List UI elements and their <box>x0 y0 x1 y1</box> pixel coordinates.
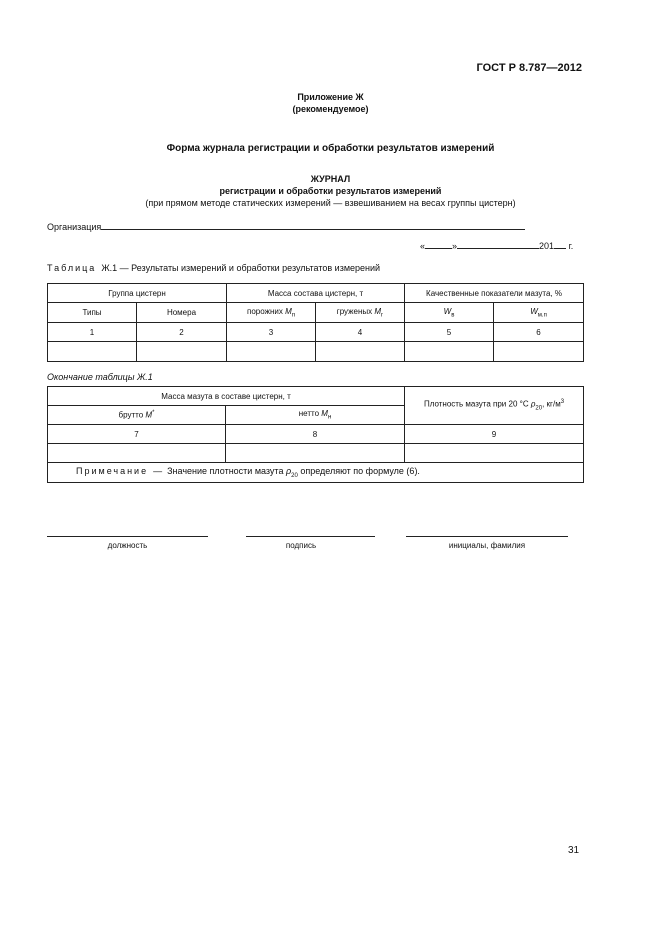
column-number: 2 <box>137 323 227 342</box>
column-number: 6 <box>494 323 584 342</box>
date-year-field[interactable] <box>554 239 566 249</box>
appendix-title: Приложение Ж <box>297 92 364 102</box>
journal-subtitle: регистрации и обработки результатов измерений <box>219 186 442 196</box>
name-signature-line[interactable] <box>406 536 568 537</box>
column-number: 5 <box>405 323 494 342</box>
date-month-field[interactable] <box>457 239 539 249</box>
standard-code: ГОСТ Р 8.787—2012 <box>476 62 582 74</box>
table-note: Примечание — Значение плотности мазута $\rho_{20}$ определяют по формуле (6). <box>48 463 584 483</box>
column-number: 9 <box>405 425 584 444</box>
header-types: Типы <box>48 303 137 323</box>
signature-label: подпись <box>285 541 317 550</box>
table2-caption: Окончание таблицы Ж.1 <box>47 372 153 382</box>
organization-field[interactable] <box>101 220 525 230</box>
table-cell[interactable] <box>494 342 584 362</box>
table1 <box>47 283 584 362</box>
position-signature-line[interactable] <box>47 536 208 537</box>
header-mech-impurities: $W_{м.п}$ <box>494 303 584 323</box>
table-cell[interactable] <box>405 444 584 463</box>
table-cell[interactable] <box>48 444 226 463</box>
appendix-subtitle: (рекомендуемое) <box>292 104 369 114</box>
table-cell[interactable] <box>48 342 137 362</box>
header-net: нетто $M_н$ <box>226 406 405 425</box>
table-row <box>48 342 584 362</box>
journal-title: ЖУРНАЛ <box>310 174 351 184</box>
table2 <box>47 386 584 483</box>
table-row <box>48 444 584 463</box>
table-cell[interactable] <box>227 342 316 362</box>
form-title: Форма журнала регистрации и обработки результатов измерений <box>166 143 495 154</box>
table1-caption: Таблица Ж.1 — Результаты измерений и обработки результатов измерений <box>47 263 381 273</box>
table-cell[interactable] <box>226 444 405 463</box>
column-number: 3 <box>227 323 316 342</box>
organization-label: Организация <box>47 222 102 232</box>
table-cell[interactable] <box>316 342 405 362</box>
header-density: Плотность мазута при 20 °С $\rho_{20}$, $кг/м^3$ <box>405 387 584 425</box>
column-number: 1 <box>48 323 137 342</box>
journal-note: (при прямом методе статических измерений — взвешиванием на весах группы цистерн) <box>145 198 516 208</box>
table-cell[interactable] <box>137 342 227 362</box>
column-number: 4 <box>316 323 405 342</box>
signature-line[interactable] <box>246 536 375 537</box>
header-gross: брутто M* <box>48 406 226 425</box>
header-empty: порожних $M_п$ <box>227 303 316 323</box>
name-label: инициалы, фамилия <box>448 541 526 550</box>
position-label: должность <box>107 541 148 550</box>
header-loaded: груженых $M_г$ <box>316 303 405 323</box>
header-tank-group: Группа цистерн <box>48 284 227 303</box>
page-number: 31 <box>568 845 580 856</box>
header-quality: Качественные показатели мазута, % <box>405 284 584 303</box>
header-fuel-mass: Масса мазута в составе цистерн, т <box>48 387 405 406</box>
column-number: 8 <box>226 425 405 444</box>
organization-row <box>47 220 537 232</box>
header-water: $W_в$ <box>405 303 494 323</box>
date-row: « » 201 г. <box>420 241 574 251</box>
column-number: 7 <box>48 425 226 444</box>
header-numbers: Номера <box>137 303 227 323</box>
date-day-field[interactable] <box>425 239 452 249</box>
table-cell[interactable] <box>405 342 494 362</box>
header-train-mass: Масса состава цистерн, т <box>227 284 405 303</box>
